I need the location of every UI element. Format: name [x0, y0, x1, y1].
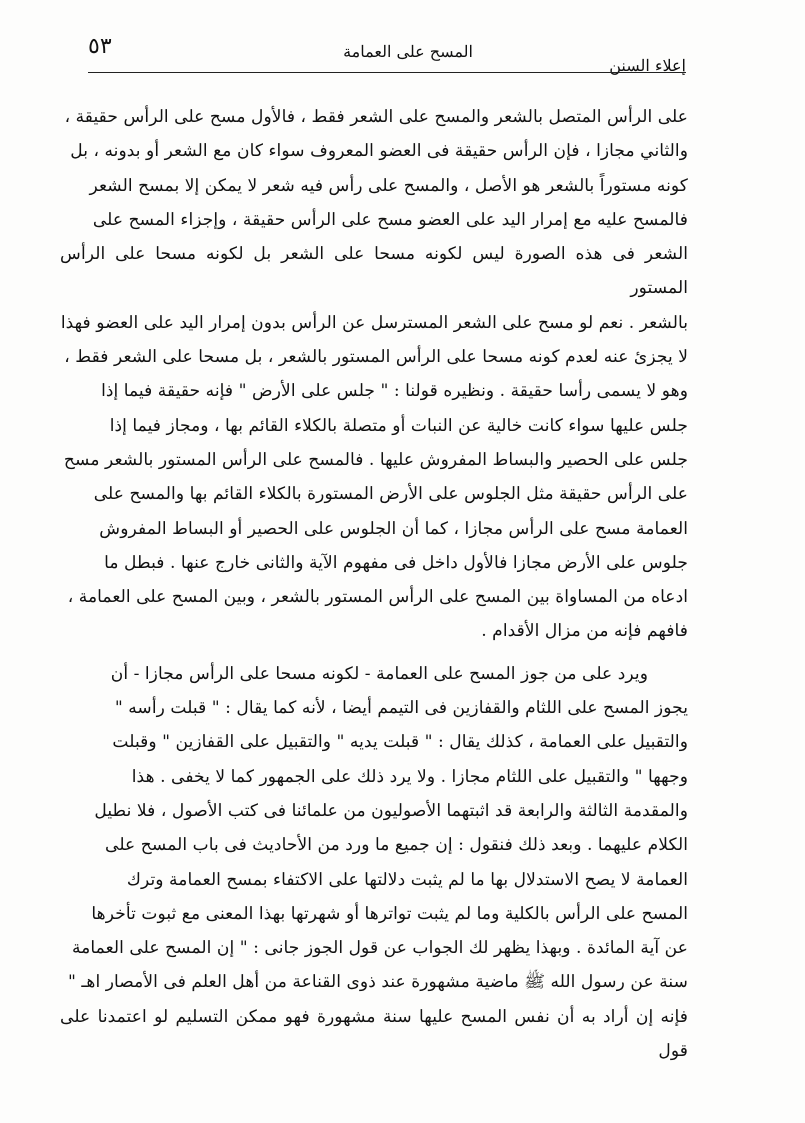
text-line: فافهم فإنه من مزال الأقدام . [481, 621, 688, 642]
text-line: الشعر فى هذه الصورة ليس لكونه مسحا على الشعر بل لكونه مسحا على الرأس المستور [60, 244, 688, 299]
text-line: فإنه إن أراد به أن نفس المسح عليها سنة مشهورة فهو ممكن التسليم لو اعتمدنا على قول [60, 1006, 688, 1062]
text-line: كونه مستوراً بالشعر هو الأصل ، والمسح على رأس فيه شعر لا يمكن إلا بمسح الشعر [89, 175, 688, 196]
text-line: ويرد على من جوز المسح على العمامة - لكونه مسحا على الرأس مجازا - أن [110, 663, 648, 684]
paragraph-gap [60, 649, 688, 657]
text-line: وهو لا يسمى رأسا حقيقة . ونظيره قولنا : " جلس على الأرض " فإنه حقيقة فيما إذا [101, 381, 688, 402]
paragraph [60, 100, 688, 649]
text-line: والثاني مجازا ، فإن الرأس حقيقة فى العضو المعروف سواء كان مع الشعر أو بدونه ، بل [70, 141, 688, 162]
page-number: ٥٣ [88, 34, 112, 59]
text-line: العمامة لا يصح الاستدلال بها ما لم يثبت دلالتها على الاكتفاء بمسح العمامة وترك [126, 869, 688, 890]
text-line: عن آية المائدة . وبهذا يظهر لك الجواب عن قول الجوز جانى : " إن المسح على العمامة [71, 938, 688, 959]
text-line: على الرأس المتصل بالشعر والمسح على الشعر فقط ، فالأول مسح على الرأس حقيقة ، [64, 107, 688, 127]
text-line: جلس على الحصير والبساط المفروش عليها . فالمسح على الرأس المستور بالشعر مسح [63, 449, 688, 470]
chapter-title: المسح على العمامة [343, 42, 473, 61]
text-line: الكلام عليهما . وبعد ذلك فنقول : إن جميع ما ورد من الأحاديث فى باب المسح على [105, 835, 688, 856]
text-line: يجوز المسح على اللثام والقفازين فى التيمم أيضا ، لأنه كما يقال : " قبلت رأسه " [114, 698, 688, 719]
text-line: المسح على الرأس بالكلية وما لم يثبت تواترها أو شهرتها بهذا المعنى مع ثبوت تأخرها [91, 903, 688, 924]
book-title: إعلاء السنن [609, 56, 686, 75]
text-line: بالشعر . نعم لو مسح على الشعر المسترسل عن الرأس بدون إمرار اليد على العضو فهذا [60, 312, 688, 333]
text-line: والمقدمة الثالثة والرابعة قد اثبتهما الأصوليون من علمائنا فى كتب الأصول ، فلا نطيل [94, 800, 688, 821]
text-line: ادعاه من المساواة بين المسح على الرأس المستور بالشعر ، وبين المسح على العمامة ، [67, 587, 688, 608]
text-line: والتقبيل على العمامة ، كذلك يقال : " قبلت يديه " والتقبيل على القفازين " وقبلت [112, 732, 688, 753]
page-header [88, 34, 686, 74]
text-line: جلس عليها سواء كانت خالية عن النبات أو متصلة بالكلاء القائم بها ، ومجاز فيما إذا [109, 415, 688, 436]
paragraph [60, 657, 688, 1069]
text-line: فالمسح عليه مع إمرار اليد على العضو مسح على الرأس حقيقة ، وإجزاء المسح على [92, 209, 688, 230]
text-line: العمامة مسح على الرأس مجازا ، كما أن الجلوس على الحصير أو البساط المفروش [99, 518, 688, 539]
text-line: على الرأس حقيقة مثل الجلوس على الأرض المستورة بالكلاء القائم بها والمسح على [93, 484, 688, 505]
text-line: جلوس على الأرض مجازا فالأول داخل فى مفهوم الآية والثانى خارج عنها . فبطل ما [104, 552, 688, 573]
body-text [60, 100, 688, 1068]
header-rule [88, 72, 686, 73]
text-line: لا يجزئ عنه لعدم كونه مسحا على الرأس المستور بالشعر ، بل مسحا على الشعر فقط ، [64, 347, 688, 368]
text-line: وجهها " والتقبيل على اللثام مجازا . ولا يرد ذلك على الجمهور كما لا يخفى . هذا [131, 766, 688, 787]
text-line: سنة عن رسول الله ﷺ ماضية مشهورة عند ذوى القناعة من أهل العلم فى الأمصار اهـ " [68, 972, 688, 993]
